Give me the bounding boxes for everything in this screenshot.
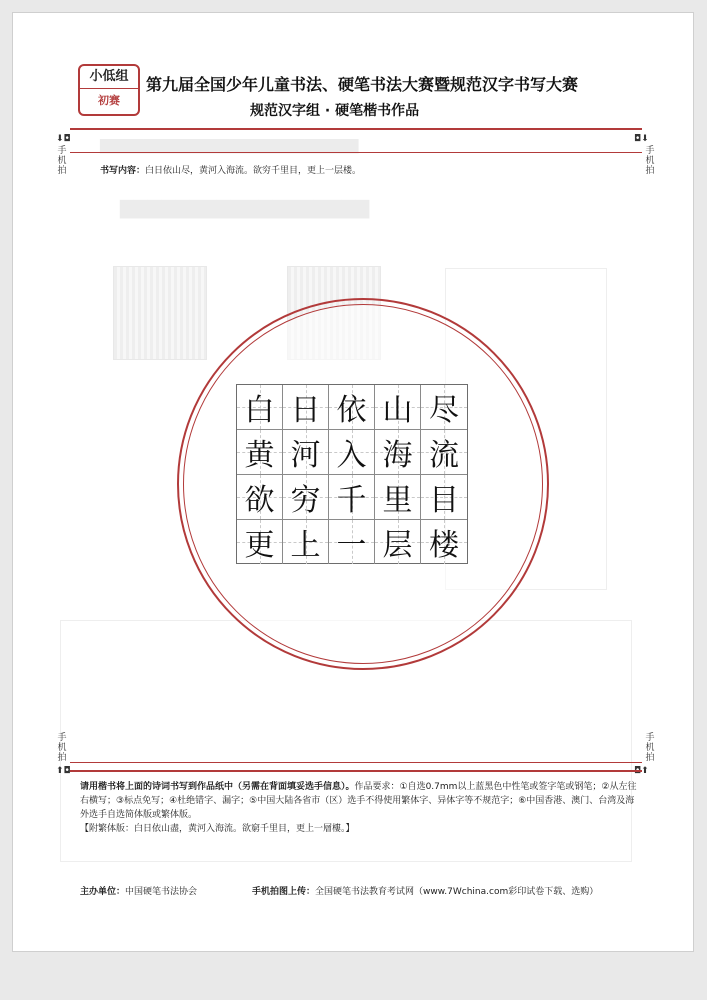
writing-grid: [236, 384, 468, 564]
grid-cell: [283, 475, 329, 520]
handwritten-char: 尽: [429, 393, 459, 428]
camera-icon: ⬆◘: [56, 766, 71, 776]
handwritten-char: 流: [429, 438, 459, 473]
handwritten-char: 白: [244, 393, 275, 428]
organizer: [80, 884, 197, 897]
camera-icon: ◘⬆: [634, 766, 649, 776]
bleed-through-subheading: ▇▇▇▇▇▇▇▇▇▇▇▇▇▇▇▇▇▇: [120, 198, 370, 219]
traditional-version-note: 【附繁体版：白日依山盡，黄河入海流。欲窮千里目，更上一層樓。】: [80, 824, 355, 834]
handwritten-char: 河: [290, 438, 321, 473]
stage-label: 初赛: [98, 94, 120, 107]
content-text: 白日依山尽，黄河入海流。欲穷千里目，更上一层楼。: [145, 166, 362, 176]
handwritten-char: 更: [244, 528, 275, 563]
grid-cell: [237, 430, 283, 475]
side-label-top-left: 手机拍: [57, 146, 67, 176]
handwritten-char: 依: [336, 393, 367, 428]
grid-cell: [329, 385, 375, 430]
organizer-label: 主办单位：: [80, 887, 126, 897]
grid-cell: [421, 385, 467, 430]
content-line: [100, 163, 361, 176]
grid-cell: [283, 385, 329, 430]
camera-icon: ⬇◘: [56, 134, 71, 144]
handwritten-char: 千: [336, 483, 367, 518]
group-badge: [78, 64, 140, 116]
grid-cell: [329, 475, 375, 520]
header-rule-inner: [70, 152, 642, 153]
grid-cell: [283, 430, 329, 475]
handwritten-char: 层: [382, 528, 413, 563]
handwritten-char: 黄: [244, 438, 275, 473]
instructions-lead: 请用楷书将上面的诗词书写到作品纸中（另需在背面填妥选手信息）。: [80, 782, 355, 792]
grid-cell: [329, 430, 375, 475]
grid-cell: [237, 520, 283, 564]
handwritten-char: 入: [336, 438, 367, 473]
handwritten-char: 一: [336, 528, 367, 563]
handwritten-char: 里: [382, 483, 413, 518]
handwritten-char: 上: [290, 528, 321, 563]
content-label: 书写内容：: [100, 166, 146, 176]
upload-info: [252, 884, 598, 897]
grid-cell: [375, 385, 421, 430]
grid-cell: [283, 520, 329, 564]
handwritten-char: 欲: [244, 483, 275, 518]
footer-rule: [70, 770, 642, 772]
side-label-bottom-right: 手机拍: [645, 733, 655, 763]
page-subtitle: 规范汉字组 · 硬笔楷书作品: [250, 103, 420, 119]
organizer-name: 中国硬笔书法协会: [125, 887, 198, 897]
handwritten-char: 目: [429, 483, 459, 518]
footer-rule-inner: [70, 762, 642, 763]
grid-cell: [421, 520, 467, 564]
handwritten-char: 楼: [429, 528, 459, 563]
bleed-through-heading: ▇▇▇▇▇▇▇▇▇▇▇▇▇▇▇▇▇▇▇▇▇▇▇▇: [100, 138, 359, 154]
grid-cell: [237, 385, 283, 430]
handwritten-char: 海: [382, 438, 413, 473]
upload-text: 全国硬笔书法教育考试网（www.7Wchina.com彩印试卷下载、选购）: [315, 887, 599, 897]
handwritten-char: 山: [382, 393, 413, 428]
grid-cell: [375, 520, 421, 564]
grid-cell: [375, 475, 421, 520]
instructions-body: 作品要求：①自选0.7mm以上蓝黑色中性笔或签字笔或钢笔；②从左往右横写；③标点免写；④杜绝错字、漏字；⑤中国大陆各省市（区）选手不得使用繁体字、异体字等不规范字；⑥中国香港、澳门、台湾及海外选手自选简体版或繁体版。: [80, 782, 637, 820]
grid-cell: [375, 430, 421, 475]
header-rule: [70, 128, 642, 130]
handwritten-char: 日: [290, 393, 321, 428]
group-label: 小低组: [80, 66, 138, 89]
side-label-top-right: 手机拍: [645, 146, 655, 176]
side-label-bottom-left: 手机拍: [57, 733, 67, 763]
page-title: 第九届全国少年儿童书法、硬笔书法大赛暨规范汉字书写大赛: [146, 75, 579, 94]
upload-label: 手机拍图上传：: [252, 887, 316, 897]
handwritten-char: 穷: [290, 483, 321, 518]
instructions: [80, 780, 640, 836]
grid-cell: [329, 520, 375, 564]
bleed-through-qr-1: [113, 266, 207, 360]
grid-cell: [421, 475, 467, 520]
grid-cell: [421, 430, 467, 475]
camera-icon: ◘⬇: [634, 134, 649, 144]
grid-cell: [237, 475, 283, 520]
